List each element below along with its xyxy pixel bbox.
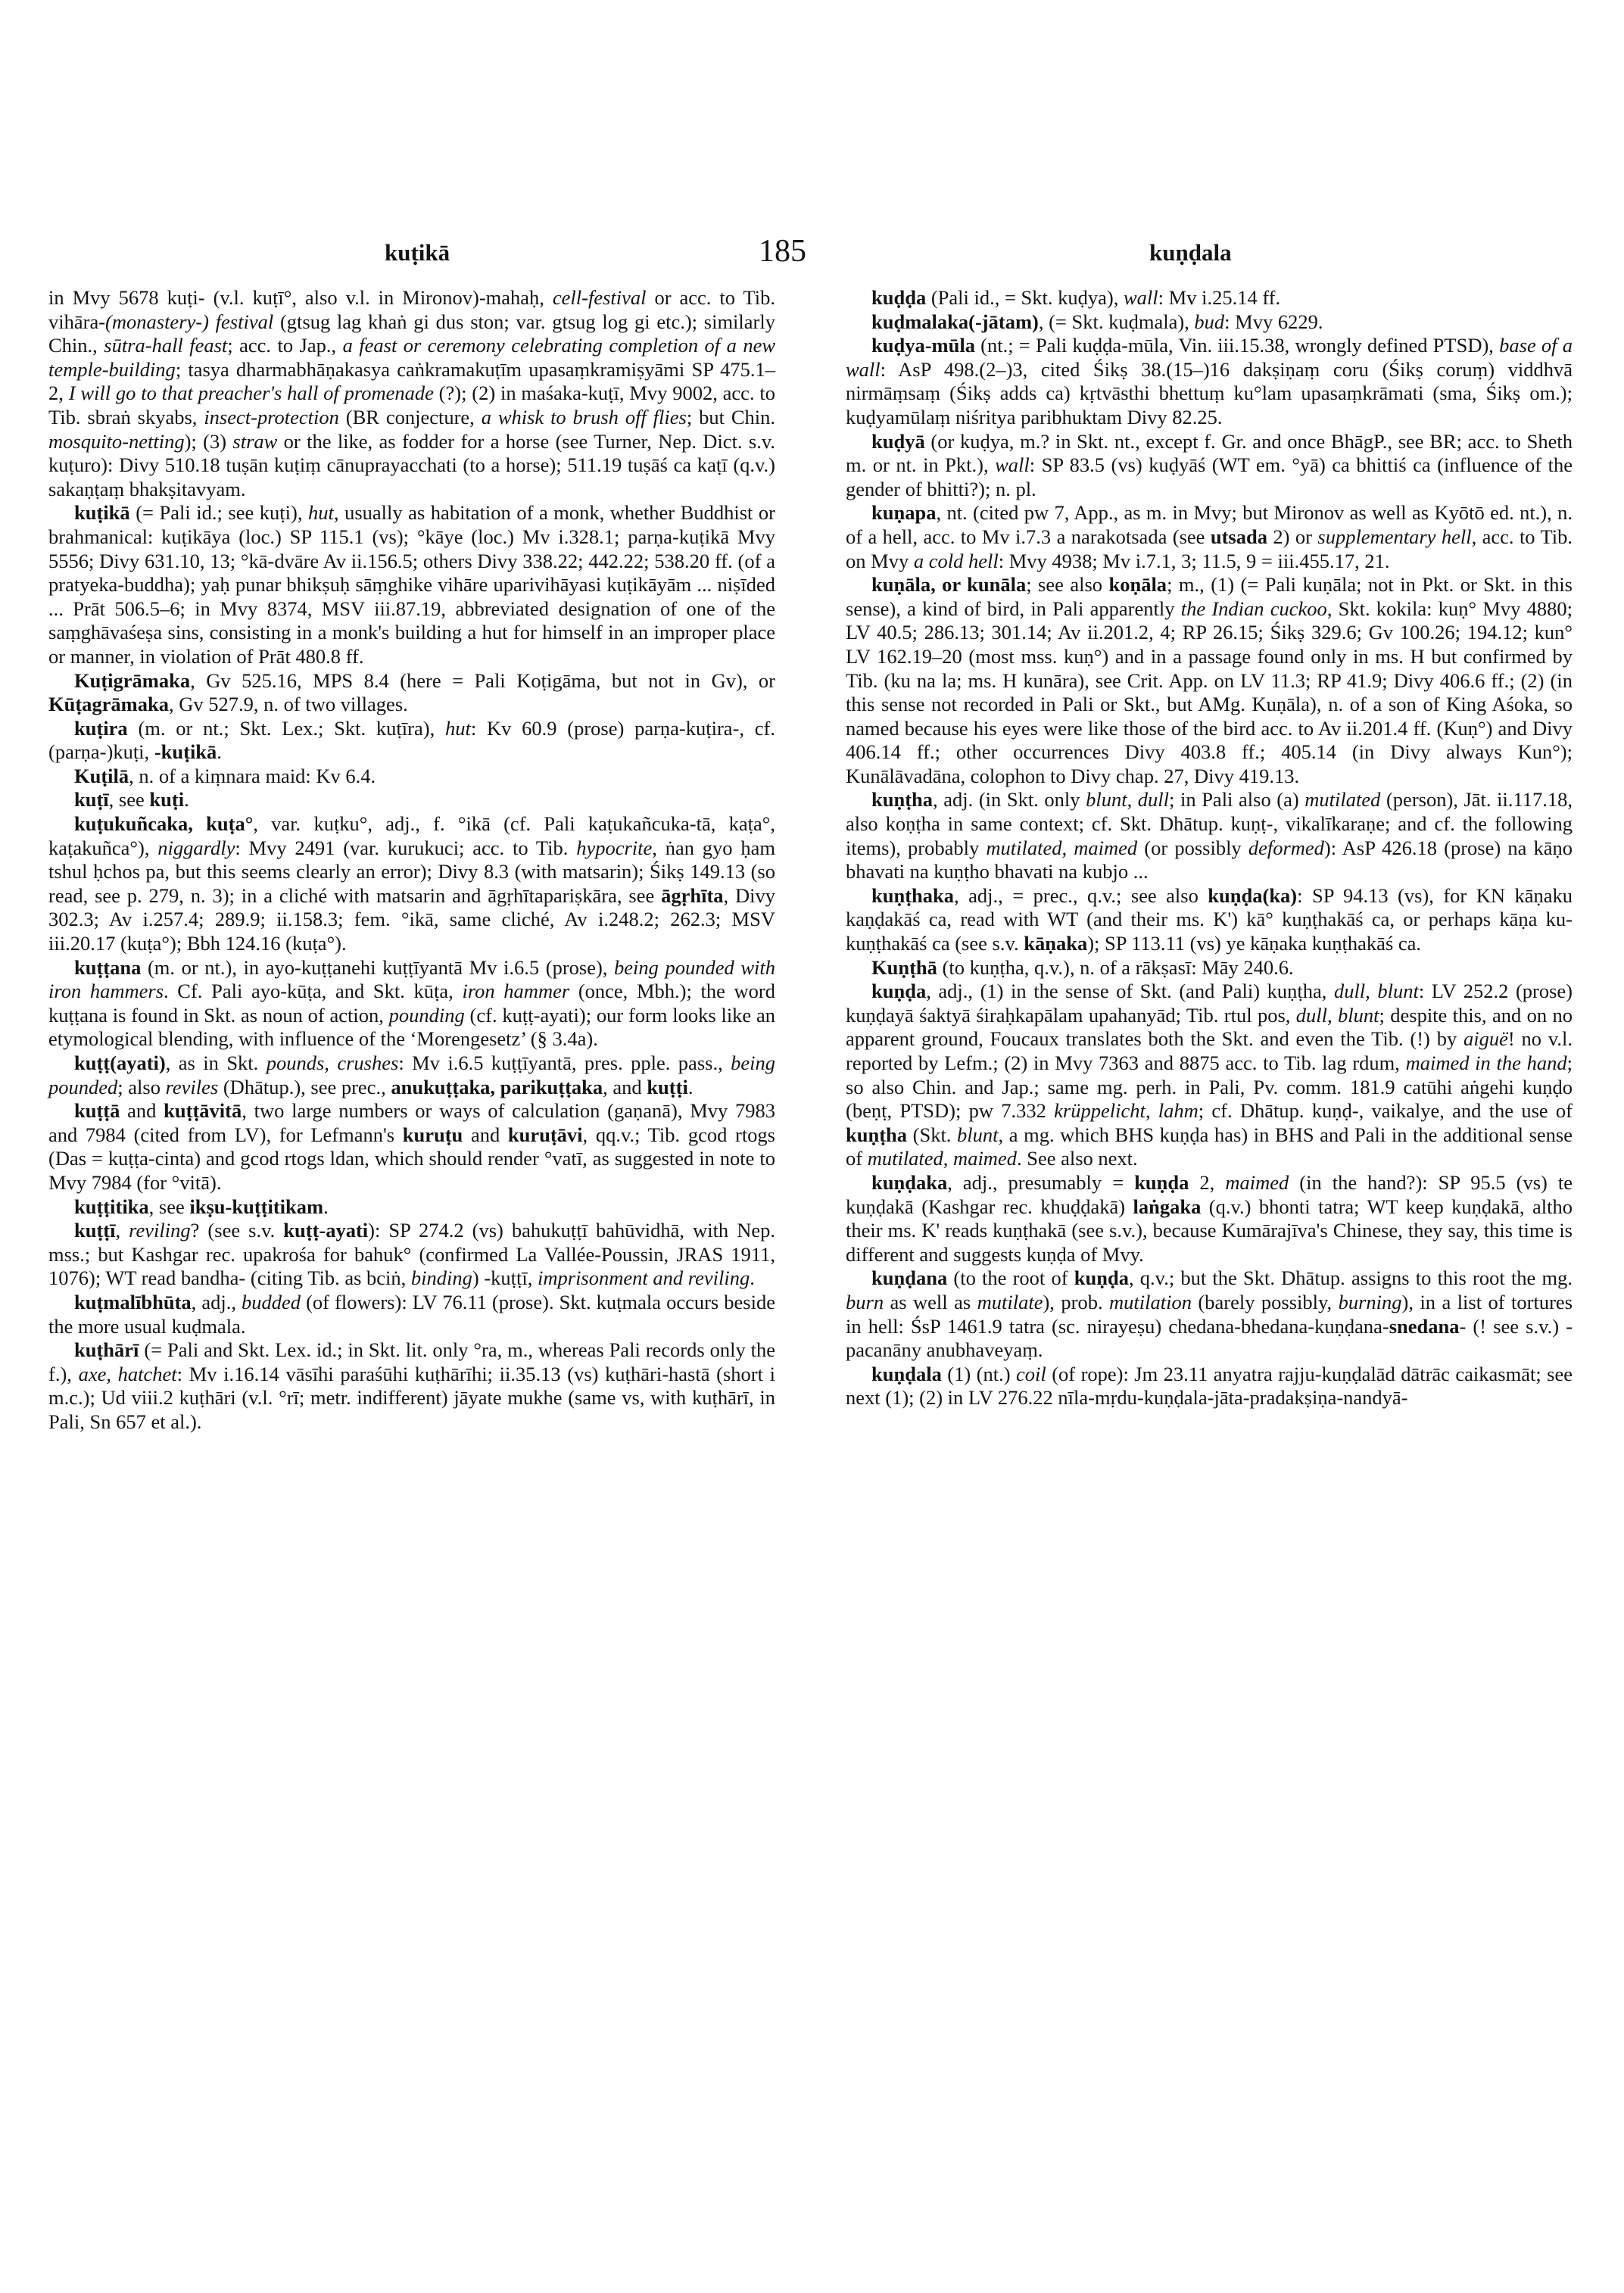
entry-text: (gtsug lag khaṅ gi dus ston; var. gtsug log gi etc.); similarly Chin.,	[48, 310, 775, 357]
entry-text: (person), Jāt. ii.117.18, also koṇṭha in same context; cf. Skt. Dhātup. kuṇṭ-, vikalīkaraṇe; and cf. the following items), probably	[846, 788, 1573, 859]
entry-text: : Mv i.25.14 ff.	[1158, 286, 1281, 309]
entry-text: : Mvy 2491 (var. kurukuci; acc. to Tib.	[235, 836, 577, 859]
gloss: iron hammer	[462, 980, 570, 1003]
dictionary-entry	[846, 573, 1573, 788]
headword: kuṭi	[149, 788, 185, 812]
entry-text: ! no v.l. reported by Lefm.; (2) in Mvy 7363 and 8875 acc. to Tib. lag rdum,	[846, 1027, 1573, 1074]
headword: kuṭī	[74, 788, 109, 812]
entry-text: (cf. kuṭṭ-ayati); our form looks like an etymological blending, with influence of the ‘Morengesetz’ (§ 3.4a).	[48, 1003, 775, 1051]
gloss: mutilated, maimed	[867, 1147, 1017, 1170]
gloss: a whisk to brush off flies	[481, 405, 687, 428]
entry-text: ); (3)	[184, 429, 233, 453]
headword: kuṇḍa	[1074, 1266, 1129, 1290]
gloss: mutilation	[1109, 1290, 1192, 1313]
entry-text: ; so also Chin. and Jap.; same mg. perh. in Pali, Pv. comm. 181.9 catūhi aṅgehi kuṇḍo (beṇṭ, PTSD); pw 7.332	[846, 1051, 1573, 1123]
headword: kuḍyā	[871, 429, 925, 453]
headword: kuṇṭha	[871, 788, 934, 812]
entry-text: (= Pali id.; see kuṭi),	[129, 501, 309, 525]
entry-text: (= Pali and Skt. Lex. id.; in Skt. lit. only °ra, m., whereas Pali records only the f.),	[48, 1338, 775, 1385]
entry-text: ; despite this, and on no apparent ground, Foucaux translates both the Skt. and even the Tib. (!) by	[846, 1003, 1573, 1051]
gloss: the Indian cuckoo	[1180, 597, 1327, 620]
entry-text: ), prob.	[1043, 1290, 1110, 1313]
entry-text: ; cf. Dhātup. kuṇḍ-, vaikalye, and the use of	[1198, 1099, 1573, 1123]
gloss: blunt	[957, 1123, 999, 1146]
entry-text: , acc. to Tib. on Mvy	[846, 525, 1573, 572]
gloss: maimed in the hand	[1405, 1051, 1567, 1074]
gloss: a cold hell	[913, 549, 999, 572]
gloss: base of a wall	[846, 334, 1573, 381]
entry-text: , ṅan gyo ḥam tshul ḥchos pa, but this seems clearly an error); Divy 8.3 (with matsarin); Śikṣ 149.13 (so read, see p. 279, n. 3); in a cliché with matsarin and āgṛhītapariṣkāra, see	[48, 836, 775, 907]
dictionary-entry	[48, 1219, 775, 1291]
gloss: reviling	[129, 1219, 191, 1242]
headword: kāṇaka	[1024, 932, 1088, 955]
dictionary-entry	[846, 980, 1573, 1171]
headword: kuṭmalībhūta	[74, 1290, 192, 1313]
gloss: aiguë	[1463, 1027, 1508, 1051]
entry-text: (?); (2) in maśaka-kuṭī, Mvy 9002, acc. to Tib. sbraṅ skyabs,	[48, 382, 775, 428]
dictionary-entry	[846, 1363, 1573, 1410]
gloss: hypocrite	[576, 836, 653, 859]
gloss: axe, hatchet	[78, 1362, 177, 1385]
headword: utsada	[1210, 525, 1267, 548]
gloss: mosquito-netting	[48, 429, 185, 453]
entry-text: (to kuṇṭha, q.v.), n. of a rākṣasī: Māy 240.6.	[937, 955, 1294, 979]
entry-text: .	[184, 788, 189, 812]
entry-text: , see	[148, 1195, 190, 1218]
headword: kuṇḍa	[871, 980, 927, 1003]
entry-text: (of rope): Jm 23.11 anyatra rajju-kuṇḍalād dātrāc caikasmāt; see next (1); (2) in LV 276.22 nīla-mṛdu-kuṇḍala-jāta-pradakṣiṇa-nandyā-	[846, 1362, 1573, 1410]
headword: kuṭṭi	[647, 1075, 688, 1098]
entry-text: (in the hand?): SP 95.5 (vs) te kuṇḍakā (Kashgar rec. khuḍḍakā)	[846, 1170, 1573, 1218]
entry-text: (m. or nt.; Skt. Lex.; Skt. kuṭīra),	[127, 716, 445, 740]
entry-text: , adj., presumably =	[947, 1170, 1135, 1194]
entry-text: (of flowers): LV 76.11 (prose). Skt. kuṭmala occurs beside the more usual kuḍmala.	[48, 1290, 775, 1338]
entry-text: , as in Skt.	[165, 1051, 267, 1074]
gloss: binding	[410, 1266, 472, 1290]
gloss: budded	[242, 1290, 301, 1313]
page-number: 185	[759, 234, 806, 269]
headword: kuṭṭ(ayati)	[74, 1051, 166, 1074]
entry-text: , Divy 302.3; Av i.257.4; 289.9; ii.158.3; fem. °ikā, same cliché, Av i.248.2; 262.3; MSV iii.20.17 (kuṭa°); Bbh 124.16 (kuṭa°).	[48, 883, 776, 955]
dictionary-entry	[846, 788, 1573, 883]
headword: kuṇḍaka	[871, 1170, 948, 1194]
dictionary-entry	[48, 717, 775, 765]
dictionary-entry	[48, 1099, 775, 1195]
gloss: hut	[444, 716, 471, 740]
headword: Kūṭagrāmaka	[48, 693, 169, 716]
headword: -kuṭikā	[154, 740, 217, 764]
headword: koṇāla	[1108, 573, 1167, 597]
dictionary-entry	[846, 286, 1573, 310]
entry-text: ; m., (1) (= Pali kuṇāla; not in Pkt. or Skt. in this sense), a kind of bird, in Pali apparently	[846, 573, 1573, 620]
entry-text: , Gv 527.9, n. of two villages.	[169, 693, 408, 716]
entry-text: (or kuḍya, m.? in Skt. nt., except f. Gr. and once BhāgP., see BR; acc. to Sheth m. or nt. in Pkt.),	[846, 429, 1573, 477]
gloss: dull, blunt	[1295, 1003, 1379, 1027]
entry-text: as well as	[884, 1290, 977, 1313]
entry-text: . Cf. Pali ayo-kūṭa, and Skt. kūṭa,	[164, 980, 463, 1003]
gloss: niggardly	[157, 836, 235, 859]
entry-text: 2) or	[1267, 525, 1318, 548]
entry-text: , usually as habitation of a monk, whether Buddhist or brahmanical: kuṭikāya (loc.) SP 115.1 (vs); °kāye (loc.) Mv i.328.1; parṇa-kuṭikā Mvy 5556; Divy 631.10, 13; °kā-dvāre Av ii.156.5; others Divy 338.22; 442.22; 538.20 ff. (of a pratyeka-buddha); yaḥ punar bhikṣuḥ sāṃghike vihāre uparivihāyasi kuṭikāyām ... niṣīded ... Prāt 506.5–6; in Mvy 8374, MSV iii.87.19, abbreviated designation of one of the saṃghāvaśeṣa sins, consisting in a monk's building a hut for himself in an improper place or manner, in violation of Prāt 480.8 ff.	[48, 501, 776, 668]
entry-text: ; but Chin.	[686, 405, 775, 428]
gloss: insect-protection	[204, 405, 339, 428]
headword: Kuṭigrāmaka	[74, 668, 191, 692]
gloss: coil	[1016, 1362, 1046, 1385]
dictionary-entry	[48, 1051, 775, 1099]
dictionary-entry	[48, 788, 775, 812]
gloss: maimed	[1225, 1170, 1289, 1194]
entry-text: ); SP 113.11 (vs) ye kāṇaka kuṇṭhakāś ca.	[1087, 932, 1422, 955]
headword: kuruṭāvi	[507, 1123, 583, 1146]
headword: kuṇṭhaka	[871, 883, 955, 907]
entry-text: (m. or nt.), in ayo-kuṭṭanehi kuṭṭīyantā Mv i.6.5 (prose),	[141, 955, 615, 979]
dictionary-entry	[48, 1195, 775, 1220]
headword: ikṣu-kuṭṭitikam	[189, 1195, 324, 1218]
entry-text: (Dhātup.), see prec.,	[218, 1075, 391, 1098]
gloss: I will go to that preacher's hall of promenade	[68, 382, 434, 405]
entry-text: , a mg. which BHS kuṇḍa has) in BHS and Pali in the additional sense of	[846, 1123, 1573, 1170]
entry-text: ; tasya dharmabhāṇakasya caṅkramakuṭīm upasaṃkramiṣyāmi SP 475.1–2,	[48, 357, 775, 405]
dictionary-entry	[48, 765, 775, 789]
entry-text: : LV 252.2 (prose) kuṇḍayā śaktyā śiraḥkapālam upahanyād; Tib. rtul pos,	[846, 980, 1573, 1027]
gloss: pounds, crushes	[266, 1051, 399, 1074]
entry-text: ; acc. to Jap.,	[227, 334, 343, 357]
entry-text: 2,	[1189, 1170, 1226, 1194]
headword: kuṇṭha	[846, 1123, 908, 1146]
gloss: imprisonment and reviling	[538, 1266, 750, 1290]
headword: kuṭṭāvitā	[164, 1099, 242, 1123]
guide-word-right: kuṇḍala	[1149, 239, 1232, 266]
entry-text: and	[120, 1099, 164, 1123]
entry-text: - (! see s.v.) -pacanāny anubhaveyaṃ.	[846, 1314, 1573, 1362]
entry-text: (to the root of	[947, 1266, 1074, 1290]
entry-text: (nt.; = Pali kuḍḍa-mūla, Vin. iii.15.38, wrongly defined PTSD),	[974, 334, 1500, 357]
headword: Kuṭilā	[74, 764, 129, 787]
headword: kuṇapa	[871, 501, 937, 525]
headword: kuṭṭ-ayati	[283, 1219, 369, 1242]
entry-text: ), in a list of tortures in hell: ŚsP 1461.9 tatra (sc. nirayeṣu) chedana-bhedana-kuṇḍana-	[846, 1290, 1573, 1338]
entry-text: , and	[603, 1075, 647, 1098]
headword: kuḍmalaka(-jātam)	[871, 310, 1039, 333]
entry-text: , qq.v.; Tib. gcod rtogs (Das = kuṭṭa-cinta) and gcod rtogs ldan, which should render °vatī, as suggested in note to Mvy 7984 (for °vitā).	[48, 1123, 775, 1194]
entry-text: : Mvy 6229.	[1224, 310, 1323, 333]
entry-text: , nt. (cited pw 7, App., as m. in Mvy; but Mironov as well as Kyōtō ed. nt.), n. of a hell, acc. to Mv i.7.3 a narakotsada (see	[846, 501, 1573, 548]
dictionary-entry	[846, 334, 1573, 429]
headword: Kuṇṭhā	[871, 955, 937, 979]
gloss: bud	[1194, 310, 1225, 333]
entry-text: : SP 83.5 (vs) kuḍyāś (WT em. °yā) ca bhittiś ca (influence of the gender of bhitti?); n. pl.	[846, 453, 1573, 500]
entry-text: ; see also	[1026, 573, 1109, 597]
headword: kuṇḍa(ka)	[1208, 883, 1298, 907]
entry-text: , adj. (in Skt. only	[933, 788, 1086, 812]
entry-text: (BR conjecture,	[338, 405, 482, 428]
headword: kuṇḍa	[1134, 1170, 1189, 1194]
gloss: straw	[232, 429, 278, 453]
entry-text: , var. kuṭku°, adj., f. °ikā (cf. Pali kaṭukañcuka-tā, kaṭa°, kaṭakuñca°),	[48, 812, 775, 859]
headword: snedana	[1389, 1314, 1460, 1338]
entry-text: , adj.,	[191, 1290, 242, 1313]
headword: laṅgaka	[1133, 1195, 1202, 1218]
entry-text: : Mv i.16.14 vāsīhi paraśūhi kuṭhārīhi; ii.35.13 (vs) kuṭhāri-hastā (short i m.c.); Ud viii.2 kuṭhāri (v.l. °rī; metr. indifferent) jāyate mukhe (same vs, with kuṭhārī, in Pali, Sn 657 et al.).	[48, 1362, 775, 1433]
entry-text: ,	[115, 1219, 129, 1242]
entry-text: , (= Skt. kuḍmala),	[1038, 310, 1195, 333]
dictionary-entry	[846, 310, 1573, 335]
entry-text: : SP 94.13 (vs), for KN kāṇaku kaṇḍakāś ca, read with WT (and their ms. K') kā° kuṇṭhakāś ca, or perhaps kāṇa ku-kuṇṭhakāś ca (see s.v.	[846, 883, 1573, 955]
gloss: dull, blunt	[1333, 980, 1419, 1003]
headword: kuṭṭana	[74, 955, 142, 979]
entry-text: (or possibly	[1137, 836, 1248, 859]
headword: āgṛhīta	[661, 883, 724, 907]
dictionary-entry	[846, 956, 1573, 980]
gloss: wall	[995, 453, 1030, 477]
headword: kuṇāla, or kunāla	[871, 573, 1027, 597]
gloss: supplementary hell	[1317, 525, 1472, 548]
entry-text: : Mvy 4938; Mv i.7.1, 3; 11.5, 9 = iii.455.17, 21.	[998, 549, 1390, 572]
gloss: burning	[1338, 1290, 1402, 1313]
dictionary-entry	[846, 1266, 1573, 1362]
headword: kuṭṭā	[74, 1099, 120, 1123]
headword: kuṭhārī	[74, 1338, 139, 1362]
dictionary-entry	[48, 669, 775, 717]
dictionary-entry	[48, 1338, 775, 1434]
right-column	[846, 286, 1573, 1410]
gloss: a feast or ceremony celebrating completion of a new temple-building	[48, 334, 776, 381]
entry-text: . See also next.	[1016, 1147, 1138, 1170]
gloss: hut	[308, 501, 334, 525]
gloss: being pounded with iron hammers	[48, 955, 775, 1003]
left-column	[48, 286, 775, 1435]
entry-text: .	[750, 1266, 755, 1290]
entry-text: : AsP 498.(2–)3, cited Śikṣ 38.(15–)16 dakṣiṇaṃ coru (Śikṣ coruṃ) viddhvā nirmāṃsaṃ (Śikṣ adds ca) kṛtvāsthi bhettuṃ ku°lam upasaṃkrāmati (sma, Śikṣ om.); kuḍyamūlaṃ niśritya paribhuktam Divy 82.25.	[846, 357, 1573, 428]
entry-text: , adj., (1) in the sense of Skt. (and Pali) kuṇṭha,	[926, 980, 1334, 1003]
gloss: mutilated	[1304, 788, 1381, 812]
gloss: reviles	[165, 1075, 219, 1098]
dictionary-entry	[48, 812, 775, 956]
headword: kuṭṭī	[74, 1219, 116, 1242]
gloss: being pounded	[48, 1051, 776, 1098]
headword: kuṭṭitika	[74, 1195, 149, 1218]
gloss: deformed	[1248, 836, 1324, 859]
headword: kuruṭu	[402, 1123, 463, 1146]
entry-text: (once, Mbh.); the word kuṭṭana is found in Skt. as noun of action,	[48, 980, 775, 1027]
dictionary-entry	[846, 501, 1573, 573]
entry-text: : Kv 60.9 (prose) parṇa-kuṭira-, cf. (parṇa-)kuṭi,	[48, 716, 775, 764]
entry-text: or acc. to Tib. vihāra-	[48, 286, 775, 333]
headword: anukuṭṭaka, parikuṭṭaka	[391, 1075, 603, 1098]
headword: kuṇḍala	[871, 1362, 942, 1385]
gloss: sūtra-hall feast	[104, 334, 228, 357]
dictionary-entry	[48, 1291, 775, 1338]
guide-word-left: kuṭikā	[385, 239, 450, 266]
entry-text: ; also	[117, 1075, 166, 1098]
headword: kuṇḍana	[871, 1266, 948, 1290]
entry-text: (q.v.) bhonti tatra; WT keep kuṇḍakā, altho their ms. K' reads kuṇṭhakā (see s.v.), because Kumārajīva's Chinese, they say, this time is different and suggests kuṇḍa of Mvy.	[846, 1195, 1573, 1266]
entry-text: , Skt. kokila: kuṇ° Mvy 4880; LV 40.5; 286.13; 301.14; Av ii.201.2, 4; RP 26.15; Śikṣ 329.6; Gv 100.26; 194.12; kun° LV 162.19–20 (most mss. kuṇ°) and in a passage found only in ms. H but confirmed by Tib. (ku na la; ms. H kunāra), see Crit. App. on LV 11.3; RP 41.9; Divy 406.6 ff.; (2) (in this sense not recorded in Pali or Skt., but AMg. Kuṇāla), n. of a son of King Aśoka, so named because his eyes were like those of the bird acc. to Av ii.201.4 ff. (Kuṇ°) and Divy 406.14 ff.; other occurrences Divy 403.8 ff.; 405.14 (in Divy always Kun°); Kunālāvadāna, colophon to Divy chap. 27, Divy 419.13.	[846, 597, 1573, 787]
entry-text: ): AsP 426.18 (prose) na kāṇo bhavati na kuṇṭho bhavati na kubjo ...	[846, 836, 1573, 883]
entry-text: ? (see s.v.	[190, 1219, 284, 1242]
entry-text: , adj., = prec., q.v.; see also	[954, 883, 1208, 907]
entry-text: in Mvy 5678 kuṭi- (v.l. kuṭī°, also v.l. in Mironov)-mahaḥ,	[48, 286, 553, 309]
entry-text: .	[217, 740, 222, 764]
dictionary-entry	[846, 430, 1573, 502]
gloss: (monastery-) festival	[105, 310, 274, 333]
entry-text: .	[323, 1195, 329, 1218]
headword: kuḍya-mūla	[871, 334, 975, 357]
entry-text: : Mv i.6.5 kuṭṭīyantā, pres. pple. pass.,	[398, 1051, 731, 1074]
dictionary-entry	[48, 956, 775, 1051]
dictionary-entry	[48, 501, 775, 668]
gloss: wall	[1124, 286, 1158, 309]
entry-text: or the like, as fodder for a horse (see Turner, Nep. Dict. s.v. kuṭuro): Divy 510.18 tuṣān kuṭiṃ cānuprayacchati (to a horse); 511.19 tuṣāś ca kaṭī (q.v.) sakaṇṭaṃ bhakṣitavyam.	[48, 429, 776, 500]
gloss: mutilated, maimed	[986, 836, 1138, 859]
headword: kuṭukuñcaka, kuṭa°	[74, 812, 254, 836]
entry-text: , n. of a kiṃnara maid: Kv 6.4.	[129, 764, 376, 787]
entry-text: and	[463, 1123, 508, 1146]
gloss: mutilate	[977, 1290, 1043, 1313]
entry-text: ): SP 274.2 (vs) bahukuṭṭī bahūvidhā, with Nep. mss.; but Kashgar rec. upakrośa for bahuk° (confirmed La Vallée-Poussin, JRAS 1911, 1076); WT read bandha- (citing Tib. as bciṅ,	[48, 1219, 776, 1290]
headword: kuṭikā	[74, 501, 130, 525]
gloss: pounding	[388, 1003, 465, 1027]
headword: kuṭira	[74, 716, 128, 740]
entry-text: ) -kuṭṭī,	[472, 1266, 538, 1290]
entry-text: , Gv 525.16, MPS 8.4 (here = Pali Koṭigāma, but not in Gv), or	[190, 668, 775, 692]
entry-text: , see	[108, 788, 150, 812]
gloss: burn	[846, 1290, 884, 1313]
gloss: krüppelicht, lahm	[1054, 1099, 1199, 1123]
dictionary-entry	[846, 1171, 1573, 1266]
entry-text: (Skt.	[907, 1123, 958, 1146]
entry-text: (barely possibly,	[1191, 1290, 1339, 1313]
entry-text: (1) (nt.)	[941, 1362, 1016, 1385]
entry-text: (Pali id., = Skt. kuḍya),	[926, 286, 1124, 309]
entry-text: , two large numbers or ways of calculation (gaṇanā), Mvy 7983 and 7984 (cited from LV), for Lefmann's	[48, 1099, 775, 1146]
entry-text: , q.v.; but the Skt. Dhātup. assigns to this root the mg.	[1128, 1266, 1573, 1290]
gloss: blunt, dull	[1086, 788, 1170, 812]
dictionary-entry	[846, 884, 1573, 956]
entry-text: .	[687, 1075, 694, 1098]
headword: kuḍḍa	[871, 286, 927, 309]
dictionary-entry	[48, 286, 775, 501]
gloss: cell-festival	[552, 286, 647, 309]
entry-text: ; in Pali also (a)	[1169, 788, 1305, 812]
